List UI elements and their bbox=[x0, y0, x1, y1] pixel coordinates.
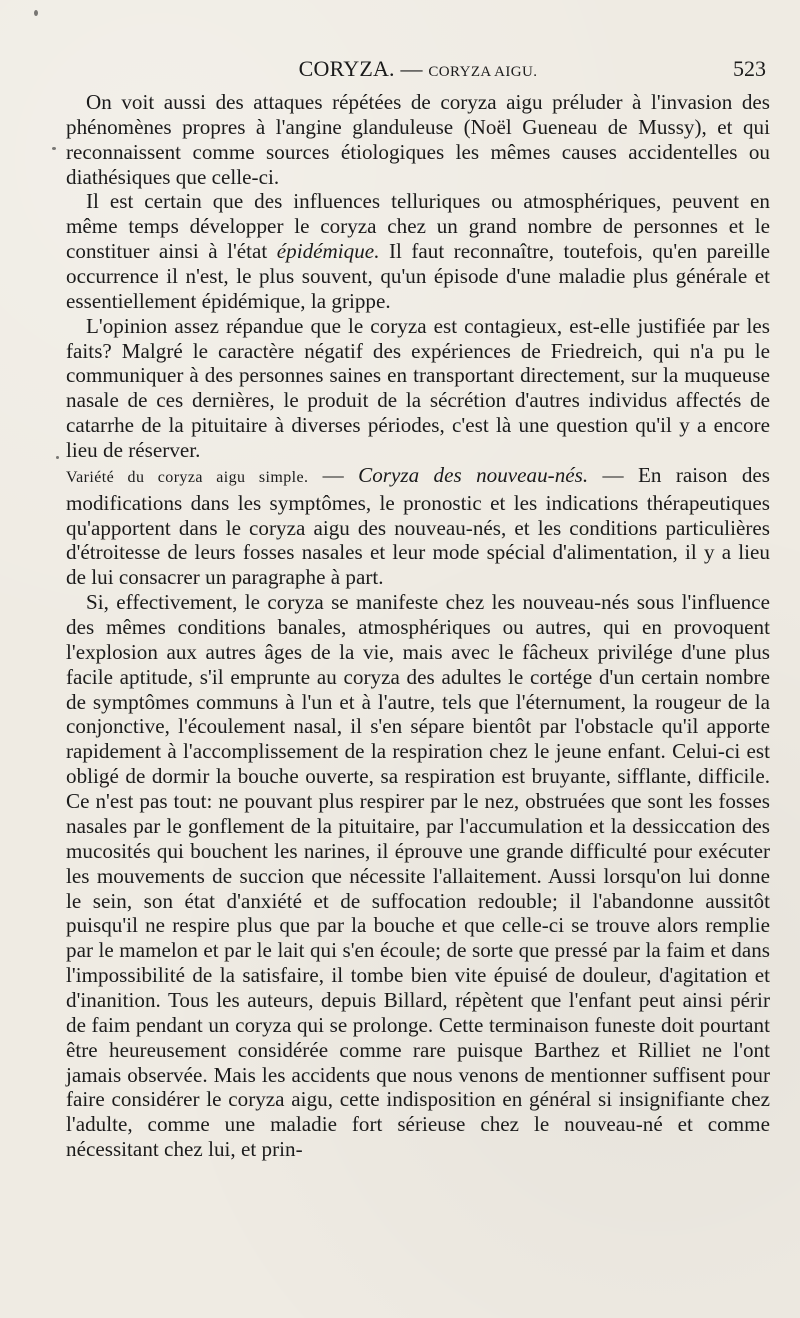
section-heading-variete: Variété du coryza aigu simple. bbox=[66, 468, 309, 486]
running-title bbox=[66, 56, 770, 85]
running-title-dash: — bbox=[394, 56, 429, 81]
paragraph-epidemique-text-start: Il est certain que des influences telluriques ou atmosphériques, peuvent en même temps développer le coryza chez un grand nombre de personnes et le constituer ainsi à l'état bbox=[66, 189, 770, 264]
paragraph-nouveau-nes-text: — En raison des modifications dans les symptômes, le pronostic et les indications thérapeutiques qu'apportent dans le coryza aigu des nouveau-nés, et les conditions particulières d'étroitesse de leurs fosses nasales et leur mode spécial d'alimentation, il y a lieu de lui consacrer un paragraphe à part. bbox=[66, 462, 771, 590]
page-speck bbox=[52, 147, 56, 150]
paragraph-angine: On voit aussi des attaques répétées de coryza aigu préluder à l'invasion des phénomènes propres à l'angine glanduleuse (Noël Gueneau de Mussy), et qui reconnaissent comme sources étiologiques les mêmes causes accidentelles ou diathésiques que celle-ci. bbox=[66, 90, 770, 189]
running-title-sub: CORYZA AIGU. bbox=[428, 64, 538, 80]
page-speck bbox=[56, 456, 59, 459]
page-number: 523 bbox=[733, 56, 766, 81]
page-speck bbox=[34, 10, 38, 16]
running-title-main: CORYZA. bbox=[298, 56, 395, 81]
paragraph-epidemique-text-end: Il faut reconnaître, toutefois, qu'en pareille occurrence il n'est, le plus souvent, qu'un épisode d'une maladie plus générale et essentiellement épidémique, la grippe. bbox=[66, 239, 771, 313]
body-text bbox=[66, 90, 770, 1162]
paragraph-nouveau-nes-heading bbox=[66, 463, 770, 590]
paragraph-contagion: L'opinion assez répandue que le coryza est contagieux, est-elle justifiée par les faits? Malgré le caractère négatif des expériences de Friedreich, qui n'a pu le communiquer à des personnes saines en transportant directement, sur la muqueuse nasale de ces dernières, le produit de la sécrétion d'autres individus affectés de catarrhe de la pituitaire à diverses périodes, c'est là une question qu'il y a encore lieu de réserver. bbox=[66, 313, 770, 463]
paragraph-epidemique bbox=[66, 189, 770, 313]
section-heading-dash: — bbox=[308, 462, 359, 487]
emphasis-epidemique: épidémique. bbox=[276, 239, 380, 264]
running-header bbox=[66, 56, 770, 86]
paragraph-symptomes-nouveau-nes: Si, effectivement, le coryza se manifeste chez les nouveau-nés sous l'influence des mêmes conditions banales, atmosphériques ou autres, qui en provoquent l'explosion aux autres âges de la vie, mais avec le fâcheux privilége d'une plus facile aptitude, s'il emprunte au coryza des adultes le cortége d'un certain nombre de symptômes communs à l'un et à l'autre, tels que l'éternument, la rougeur de la conjonctive, l'écoulement nasal, il s'en sépare bientôt par l'obstacle qu'il apporte rapidement à l'accomplissement de la respiration chez le jeune enfant. Celui-ci est obligé de dormir la bouche ouverte, sa respiration est bruyante, sifflante, difficile. Ce n'est pas tout: ne pouvant plus respirer par le nez, obstruées que sont les fosses nasales par le gonflement de la pituitaire, par l'accumulation et la dessiccation des mucosités qui bouchent les narines, il éprouve une grande difficulté pour exécuter les mouvements de succion que nécessite l'allaitement. Aussi lorsqu'on lui donne le sein, son état d'anxiété et de suffocation redouble; il l'abandonne aussitôt puisqu'il ne respire plus que par la bouche et que celle-ci se trouve alors remplie par le mamelon et par le lait qui s'en écoule; de sorte que pressé par la faim et dans l'impossibilité de la satisfaire, il tombe bien vite épuisé de douleur, d'agitation et d'inanition. Tous les auteurs, depuis Billard, répètent que l'enfant peut ainsi périr de faim pendant un coryza qui se prolonge. Cette terminaison funeste doit pourtant être heureusement considérée comme rare puisque Barthez et Rilliet ne l'ont jamais observée. Mais les accidents que nous venons de mentionner suffisent pour faire considérer le coryza aigu, cette indisposition en général si insignifiante chez l'adulte, comme une maladie fort sérieuse chez le nouveau-né et comme nécessitant chez lui, et prin- bbox=[66, 590, 770, 1162]
section-title-italic: Coryza des nouveau-nés. bbox=[358, 462, 589, 487]
